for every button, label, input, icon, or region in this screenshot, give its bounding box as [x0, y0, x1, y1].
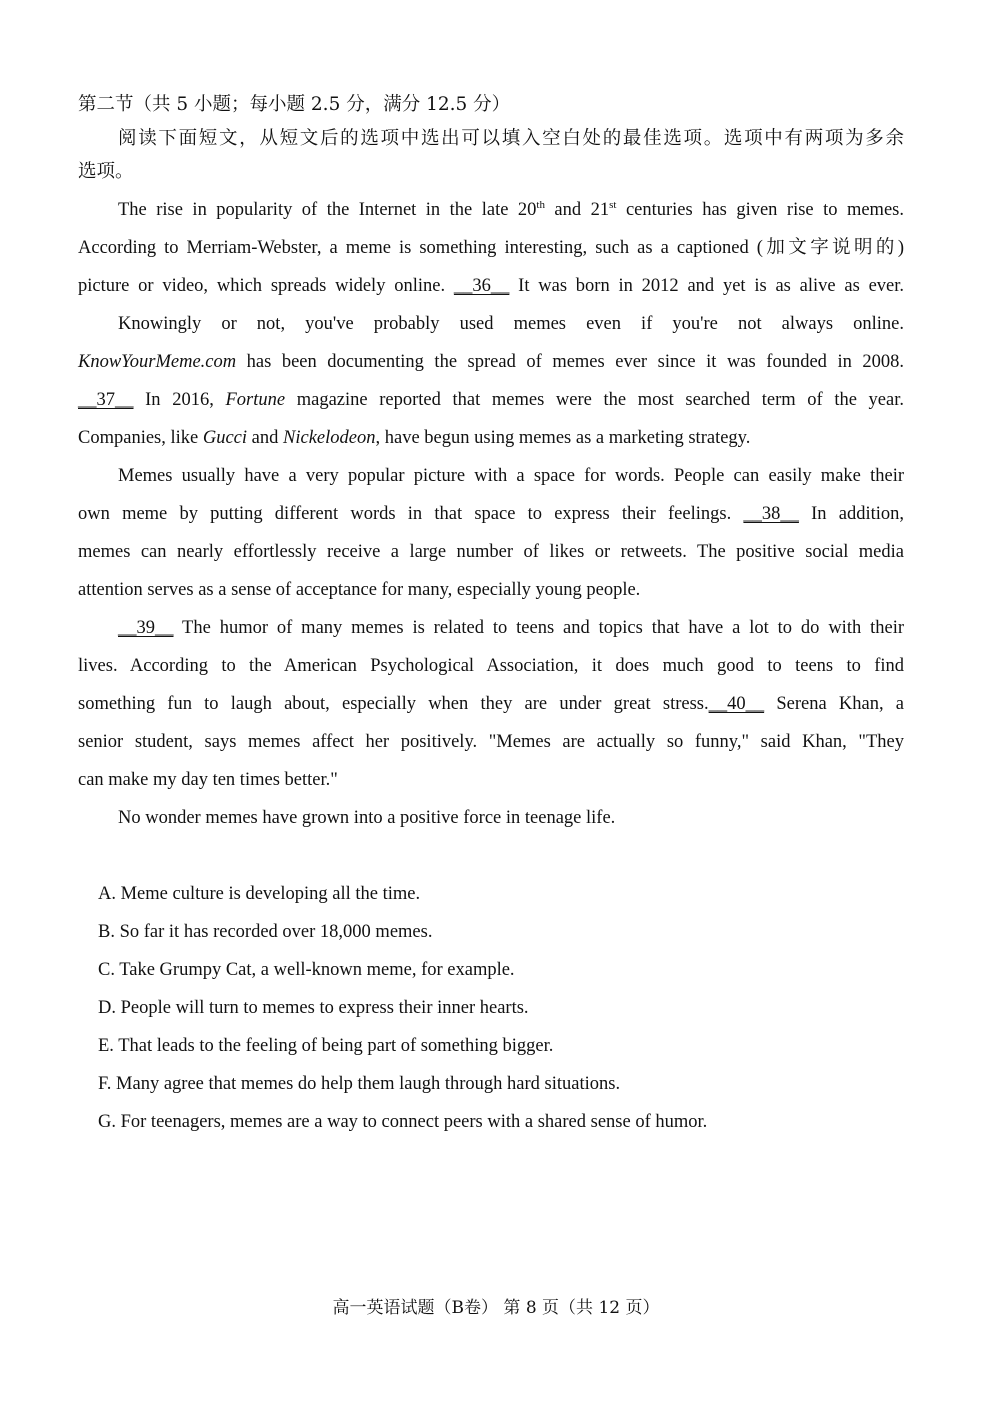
passage-p2-line-1: Knowingly or not, you've probably used memes even if you're not always online.: [118, 314, 904, 334]
option-f: F. Many agree that memes do help them laugh through hard situations.: [98, 1074, 621, 1094]
text-span: magazine reported that memes were the most searched term of the year.: [285, 390, 904, 410]
option-d: D. People will turn to memes to express their inner hearts.: [98, 998, 529, 1018]
section-header: 第二节（共 5 小题；每小题 2.5 分，满分 12.5 分）: [78, 94, 511, 115]
superscript: st: [609, 198, 617, 211]
blank-38: __38__: [743, 504, 799, 524]
text-span: has been documenting the spread of memes ever since it was founded in 2008.: [236, 352, 904, 372]
text-span: something fun to laugh about, especially when they are under great stress.: [78, 694, 709, 714]
blank-39: __39__: [118, 618, 174, 638]
passage-p2-line-2: [78, 343, 904, 381]
text-span: The rise in popularity of the Internet in the late 20: [118, 200, 537, 220]
passage-p3-line-2: [78, 495, 904, 533]
passage-p4-line-2: lives. According to the American Psychological Association, it does much good to teens to find: [78, 656, 904, 676]
passage-p3-line-1: Memes usually have a very popular picture with a space for words. People can easily make their: [118, 466, 904, 486]
passage-p2-line-4: [78, 419, 904, 457]
company-name: Nickelodeon: [283, 428, 376, 448]
blank-40: __40__: [708, 694, 765, 714]
passage-p1-line-1: [118, 191, 904, 229]
text-span: Serena Khan, a: [764, 694, 904, 714]
option-e: E. That leads to the feeling of being part of something bigger.: [98, 1036, 554, 1056]
text-span: Companies, like: [78, 428, 203, 448]
blank-36: __36__: [453, 276, 510, 296]
text-span: picture or video, which spreads widely online.: [78, 276, 454, 296]
text-span: and 21: [544, 200, 610, 220]
text-span: In addition,: [798, 504, 905, 524]
passage-p1-line-3: [78, 267, 904, 305]
blank-37: __37__: [78, 390, 134, 410]
company-name: Gucci: [202, 428, 248, 448]
text-span: The humor of many memes is related to teens and topics that have a lot to do with their: [173, 618, 904, 638]
passage-p2-line-3: [78, 381, 904, 419]
website-name: KnowYourMeme.com: [78, 352, 237, 372]
passage-p3-line-4: attention serves as a sense of acceptance for many, especially young people.: [78, 580, 641, 600]
option-c: C. Take Grumpy Cat, a well-known meme, for example.: [98, 960, 515, 980]
text-span: It was born in 2012 and yet is as alive as ever.: [509, 276, 904, 296]
instructions-line-1: 阅读下面短文，从短文后的选项中选出可以填入空白处的最佳选项。选项中有两项为多余: [118, 128, 904, 149]
text-span: In 2016,: [133, 390, 226, 410]
text-span: own meme by putting different words in that space to express their feelings.: [78, 504, 744, 524]
option-a: A. Meme culture is developing all the time.: [98, 884, 421, 904]
text-span: , have begun using memes as a marketing strategy.: [375, 428, 751, 448]
superscript: th: [536, 198, 545, 211]
option-g: G. For teenagers, memes are a way to connect peers with a shared sense of humor.: [98, 1112, 708, 1132]
magazine-name: Fortune: [225, 390, 286, 410]
page-footer: 高一英语试题（B卷） 第 8 页（共 12 页）: [332, 1298, 660, 1318]
passage-p4-line-5: can make my day ten times better.": [78, 770, 338, 790]
option-b: B. So far it has recorded over 18,000 memes.: [98, 922, 433, 942]
passage-p3-line-3: memes can nearly effortlessly receive a large number of likes or retweets. The positive social media: [78, 542, 904, 562]
text-span: and: [247, 428, 284, 448]
passage-p1-line-2: According to Merriam-Webster, a meme is something interesting, such as a captioned (加文字说明的): [78, 238, 904, 258]
passage-p4-line-4: senior student, says memes affect her positively. "Memes are actually so funny," said Khan, "They: [78, 732, 904, 752]
text-span: centuries has given rise to memes.: [616, 200, 904, 220]
passage-p4-line-3: [78, 685, 904, 723]
passage-p4-line-1: [118, 609, 904, 647]
instructions-line-2: 选项。: [78, 161, 134, 182]
passage-p5: No wonder memes have grown into a positive force in teenage life.: [118, 808, 616, 828]
